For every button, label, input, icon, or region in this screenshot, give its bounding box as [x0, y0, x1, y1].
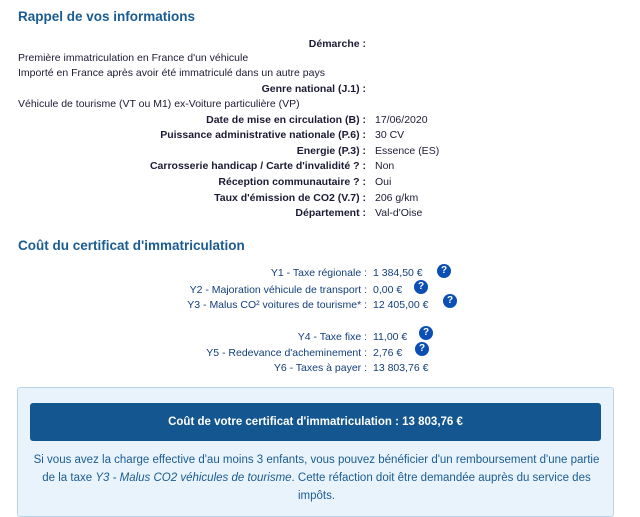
cost-row-y5: Y5 - Redevance d'acheminement : 2,76 €	[206, 347, 403, 359]
cost-row-y6: Y6 - Taxes à payer : 13 803,76 €	[273, 362, 429, 374]
cost-row-y3: Y3 - Malus CO² voitures de tourisme* : 12 405,00 €	[187, 299, 429, 311]
info-row: Energie (P.3) : Essence (ES)	[296, 145, 440, 157]
cost-row-y2: Y2 - Majoration véhicule de transport : 0,00 €	[189, 284, 403, 296]
info-row: Taux d'émission de CO2 (V.7) : 206 g/km	[214, 192, 419, 204]
info-row: Puissance administrative nationale (P.6) : 30 CV	[160, 129, 405, 141]
demarche-label: Démarche :	[308, 38, 366, 50]
genre-label: Genre national (J.1) :	[261, 83, 366, 95]
help-icon[interactable]: ?	[437, 264, 451, 278]
refund-note: Si vous avez la charge effective d'au moins 3 enfants, vous pouvez bénéficier d'un remboursement d'une partie de la taxe Y3 - Malus CO2 véhicules de tourisme. Cette réfaction doit être demandée auprès du service des impôts.	[33, 454, 600, 502]
info-title: Rappel de vos informations	[18, 9, 196, 24]
help-icon[interactable]: ?	[414, 280, 428, 294]
demarche-row	[0, 37, 640, 51]
info-row: Carrosserie handicap / Carte d'invalidité ? : Non	[149, 160, 395, 172]
total-cost-banner: Coût de votre certificat d'immatriculation : 13 803,76 €	[30, 403, 601, 441]
info-row: Réception communautaire ? : Oui	[218, 176, 392, 188]
cost-title: Coût du certificat d'immatriculation	[18, 238, 245, 253]
genre-row	[0, 82, 640, 96]
help-icon[interactable]: ?	[419, 326, 433, 340]
cost-row-y1: Y1 - Taxe régionale : 1 384,50 €	[270, 267, 423, 279]
info-row: Département : Val-d'Oise	[295, 207, 423, 219]
info-row: Date de mise en circulation (B) : 17/06/2020	[206, 114, 428, 126]
help-icon[interactable]: ?	[415, 342, 429, 356]
cost-row-y4: Y4 - Taxe fixe : 11,00 €	[297, 331, 408, 343]
help-icon[interactable]: ?	[443, 294, 457, 308]
summary-box	[17, 387, 614, 517]
